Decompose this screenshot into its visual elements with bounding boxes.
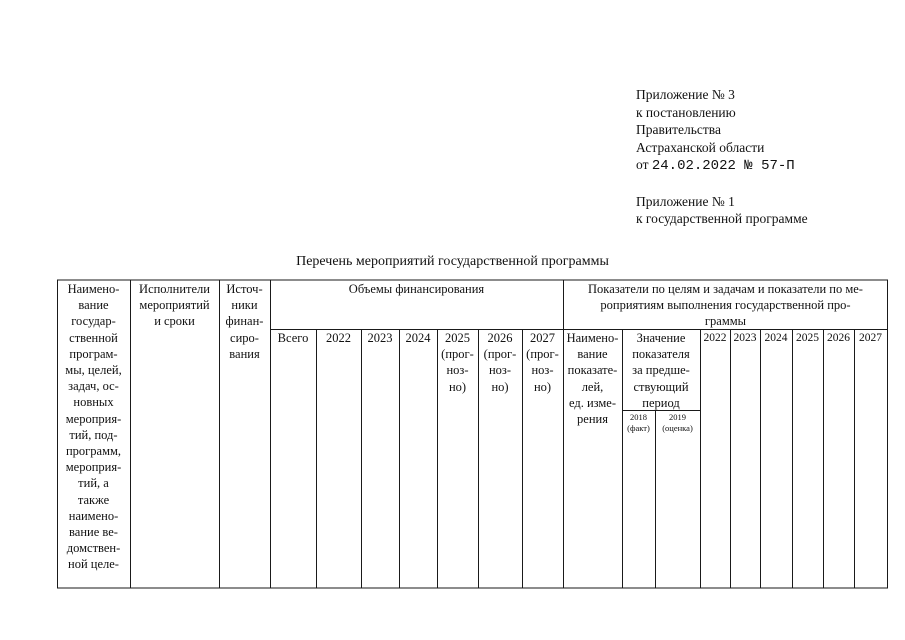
header-line: Приложение № 1	[636, 193, 735, 209]
funding-col-year: 2024	[405, 331, 431, 345]
indicator-year-col: 2024	[764, 332, 788, 344]
indicator-year-col: 2026	[827, 332, 850, 344]
document-title: Перечень мероприятий государственной программы	[296, 254, 609, 269]
header-date-line	[636, 156, 896, 176]
col-header-name: Наимено- вание государ- ственной програм- мы, целей, задач, ос- новных мероприя- тий, под- программ, мероприя- тий, а также наимено- вание ве- домствен- ной целе-	[65, 282, 122, 572]
indicator-year-col: 2025	[796, 332, 819, 344]
col-header-executors: Исполнители мероприятий и сроки	[139, 282, 210, 329]
funding-col-total: Всего	[277, 331, 309, 345]
appendix-header	[636, 86, 896, 228]
indicator-prev-value-header: Значение показателя за предше- ствующий период	[632, 331, 690, 410]
indicator-sub-2019: 2019 (оценка)	[662, 412, 693, 433]
indicator-sub-2018: 2018 (факт)	[627, 412, 650, 433]
col-header-sources: Источ- ники финан- сиро- вания	[225, 282, 264, 361]
date-prefix: от	[636, 157, 649, 172]
header-line: Приложение № 3	[636, 87, 735, 102]
funding-col-year: 2022	[326, 331, 351, 345]
indicator-year-col: 2027	[859, 332, 882, 344]
header-line: Правительства	[636, 122, 721, 137]
indicators-group-header: Показатели по целям и задачам и показатели по ме- роприятиям выполнения государственной про- граммы	[588, 282, 863, 329]
funding-group-header: Объемы финансирования	[348, 282, 485, 296]
header-line: к государственной программе	[636, 211, 808, 226]
header-line: к постановлению	[636, 104, 736, 120]
funding-col-year: 2023	[367, 331, 393, 345]
indicator-year-col: 2023	[733, 332, 757, 344]
funding-col-year-forecast: 2027 (прог- ноз- но)	[526, 331, 559, 394]
indicator-name-header: Наимено- вание показате- лей, ед. изме- рения	[566, 331, 619, 427]
funding-col-year-forecast: 2025 (прог- ноз- но)	[441, 331, 474, 394]
indicator-year-col: 2022	[703, 332, 727, 344]
header-line: Астраханской области	[636, 139, 765, 155]
funding-col-year-forecast: 2026 (прог- ноз- но)	[483, 331, 517, 394]
date-value: 24.02.2022 № 57-П	[651, 158, 795, 174]
